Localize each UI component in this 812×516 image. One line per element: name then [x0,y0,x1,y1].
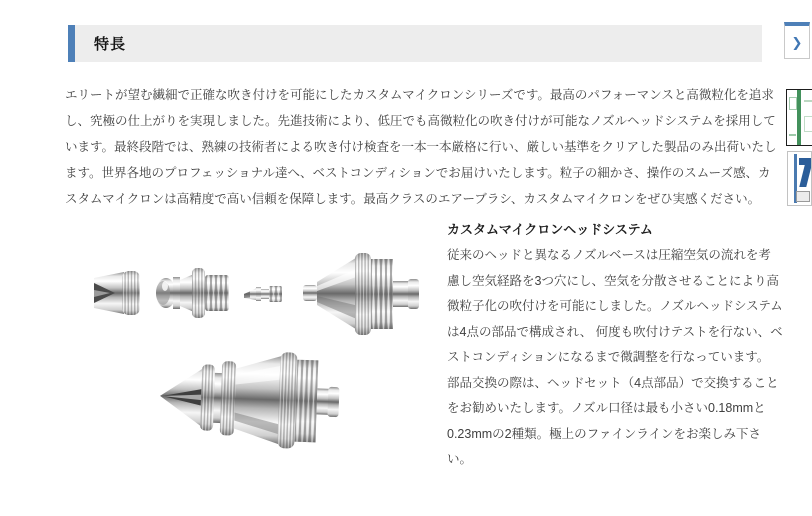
thumbnail-numeral-shape [799,165,811,187]
thumbnail-green-bar [797,90,801,145]
small-nozzle-part [244,286,282,302]
nozzle-cap-part [156,268,229,318]
side-panel-toggle[interactable] [784,22,810,59]
thumbnail-sketch-mark [804,100,812,102]
thumbnail-sketch-mark [789,134,796,136]
sidebar-thumbnail-1[interactable] [786,89,812,146]
assembled-head-part [158,348,340,450]
crown-cap-part [94,271,140,315]
thumbnail-numeral-shape [799,158,812,165]
head-system-parts-photo [70,228,450,468]
features-heading: 特長 [94,36,127,53]
features-section-header [68,25,762,62]
head-system-heading: カスタムマイクロンヘッドシステム [447,222,653,237]
head-cap-part [303,253,419,335]
thumbnail-sketch-mark [804,116,812,132]
thumbnail-footer-shape [796,191,810,202]
thumbnail-sketch-mark [789,97,797,110]
features-intro-text: エリートが望む繊細で正確な吹き付けを可能にしたカスタムマイクロンシリーズです。最高のパフォーマンスと高微粒化を追求し、究極の仕上がりを実現しました。先進技術により、低圧でも高微粒化の吹き付けが可能なノズルヘッドシステムを採用しています。最終段階では、熟練の技術者による吹き付け検査を一本一本厳格に行い、厳しい基準をクリアした製品のみ出荷いたします。世界各地のプロフェッショナル達へ、ベストコンディションでお届けいたします。粒子の細かさ、操作のスムーズ感、カスタムマイクロンは高精度で高い信頼を保障します。最高クラスのエアーブラシ、カスタムマイクロンをぜひ実感ください。 [65,88,777,206]
head-system-section [447,221,783,473]
airbrush-parts-illustration [70,228,450,468]
sidebar-thumbnail-2[interactable] [787,151,812,206]
head-system-body: 従来のヘッドと異なるノズルベースは圧縮空気の流れを考慮し空気経路を3つ穴にし、空気を分散させることにより高微粒子化の吹付けを可能にしました。ノズルヘッドシステムは4点の部品で構成され、 何度も吹付けテストを行ない、ベストコンディションになるまで微調整を行なっています。 部品交換の際は、ヘッドセット（4点部品）で交換することをお勧めいたします。ノズル口径は最も小さい0.18mmと0.23mmの2種類。極上のファインラインをお楽しみ下さい。 [447,248,783,466]
chevron-right-icon: ❯ [791,34,803,50]
